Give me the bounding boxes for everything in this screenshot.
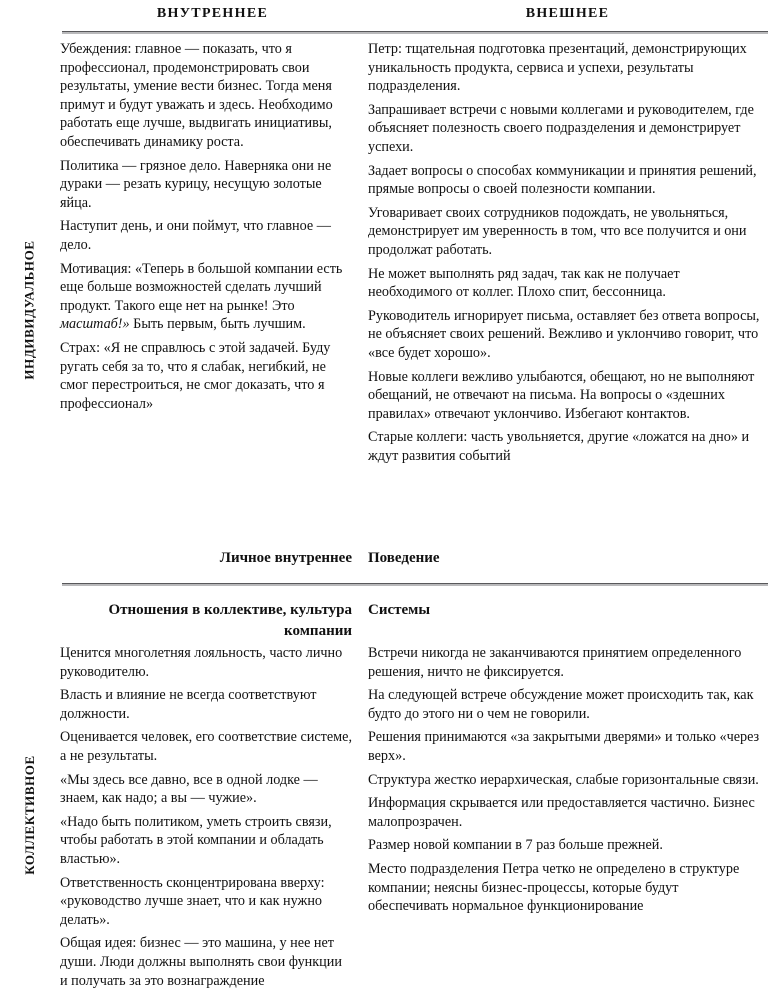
paragraph: Встречи никогда не заканчиваются принятием определенного решения, ничто не фиксируется. (368, 645, 742, 680)
paragraph: Политика — грязное дело. Наверняка они не дураки — резать курицу, несущую золотые яйца. (60, 157, 332, 211)
quadrant-band-individual (60, 40, 770, 465)
paragraph: Руководитель игнорирует письма, оставляет без ответа вопросы, не объясняет своих решений. Вежливо и уклончиво говорит, что «все будет хорошо». (368, 307, 760, 361)
paragraph: Место подразделения Петра четко не определено в структуре компании; неясны бизнес-процессы, которые будут обеспечивать нормальное функционирование (368, 860, 740, 915)
quadrant-title-lower-right-wrap (360, 600, 762, 642)
row-label-collective (0, 690, 60, 940)
paragraph: На следующей встрече обсуждение может происходить так, как будто до этого ни о чем не говорили. (368, 687, 754, 722)
paragraph: Уговаривает своих сотрудников подождать, не увольняться, демонстрирует им уверенность в том, что все получится и они продолжат работать. (368, 204, 747, 258)
paragraph: «Мы здесь все давно, все в одной лодке — знаем, как надо; а вы — чужие». (60, 771, 318, 807)
quadrant-title-upper-right: Поведение (368, 550, 440, 566)
quadrant-upper-left (60, 40, 360, 465)
paragraph: Решения принимаются «за закрытыми дверями» и только «через верх». (368, 729, 760, 764)
quadrant-lower-right (360, 644, 762, 990)
paragraph: Ответственность сконцентрирована вверху: «руководство лучше знает, что и как нужно делать». (60, 874, 325, 928)
motivation-emphasis: масштаб!» (60, 316, 130, 333)
paragraph: Общая идея: бизнес — это машина, у нее нет души. Люди должны выполнять свои функции и получать за это вознаграждение (60, 935, 342, 989)
paragraph: «Надо быть политиком, уметь строить связи, чтобы работать в этой компании и обладать властью». (60, 813, 332, 867)
motivation-lead: Мотивация: «Теперь в большой компании есть еще больше возможностей сделать лучший продукт. Такого еще нет на рынке! Это (60, 260, 343, 314)
paragraph: Ценится многолетняя лояльность, часто лично руководителю. (60, 645, 343, 680)
column-header-external: ВНЕШНЕЕ (525, 6, 610, 21)
quadrant-title-upper-left: Личное внутреннее (219, 550, 352, 566)
paragraph: Новые коллеги вежливо улыбаются, обещают, но не выполняют обещаний, не отвечают на письма. На вопросы о «здешних правилах» отвечают уклончиво. Избегают контактов. (368, 368, 755, 422)
paragraph: Структура жестко иерархическая, слабые горизонтальные связи. (368, 771, 759, 788)
paragraph: Петр: тщательная подготовка презентаций, демонстрирующих уникальность продукта, сервиса и успехи, результаты подразделения. (368, 41, 747, 95)
quadrant-title-lower-right: Системы (368, 602, 431, 618)
paragraph: Убеждения: главное — показать, что я профессионал, продемонстрировать свои результаты, умение вести бизнес. Тогда меня примут и будут уважать и здесь. Необходимо работать еще лучше, выдвигать инициативы, обеспечивать динамику роста. (60, 41, 333, 150)
paragraph: Задает вопросы о способах коммуникации и принятия решений, прямые вопросы о своей полезности компании. (368, 162, 757, 198)
column-header-row (60, 0, 770, 30)
quadrant-title-lower-left: Отношения в коллективе, культура компании (108, 602, 352, 639)
quadrant-title-upper-left-wrap (60, 548, 360, 569)
quadrant-band-collective (60, 644, 770, 990)
paragraph: Оценивается человек, его соответствие системе, а не результаты. (60, 729, 353, 764)
paragraph: Страх: «Я не справлюсь с этой задачей. Буду ругать себя за то, что я слабак, негибкий, не смог перестроиться, не смог доказать, что я профессионал» (60, 339, 331, 412)
paragraph: Размер новой компании в 7 раз больше прежней. (368, 837, 663, 854)
horizontal-rule-top (62, 31, 768, 34)
row-label-collective-text: КОЛЛЕКТИВНОЕ (22, 755, 37, 875)
motivation-tail: Быть первым, быть лучшим. (129, 316, 306, 333)
quadrant-title-lower-left-wrap (60, 600, 360, 642)
paragraph: Не может выполнять ряд задач, так как не получает необходимого от коллег. Плохо спит, бессонница. (368, 265, 680, 301)
column-header-internal: ВНУТРЕННЕЕ (156, 6, 269, 21)
paragraph: Наступит день, и они поймут, что главное — дело. (60, 218, 331, 253)
quadrant-title-upper-right-wrap (360, 548, 762, 569)
quadrant-title-row-top (60, 548, 770, 569)
horizontal-rule-middle (62, 583, 768, 586)
paragraph: Старые коллеги: часть увольняется, другие «ложатся на дно» и ждут развития событий (368, 429, 750, 464)
quadrant-title-row-bottom (60, 600, 770, 642)
row-label-individual (0, 120, 60, 500)
quadrant-lower-left (60, 644, 360, 990)
quadrant-upper-right (360, 40, 762, 465)
paragraph: Информация скрывается или предоставляется частично. Бизнес малопрозрачен. (368, 795, 755, 830)
paragraph-motivation (60, 260, 352, 334)
paragraph: Власть и влияние не всегда соответствуют должности. (60, 687, 317, 722)
row-label-individual-text: ИНДИВИДУАЛЬНОЕ (22, 240, 37, 380)
paragraph: Запрашивает встречи с новыми коллегами и руководителем, где объясняет полезность своего подразделения и демонстрирует успехи. (368, 101, 754, 155)
